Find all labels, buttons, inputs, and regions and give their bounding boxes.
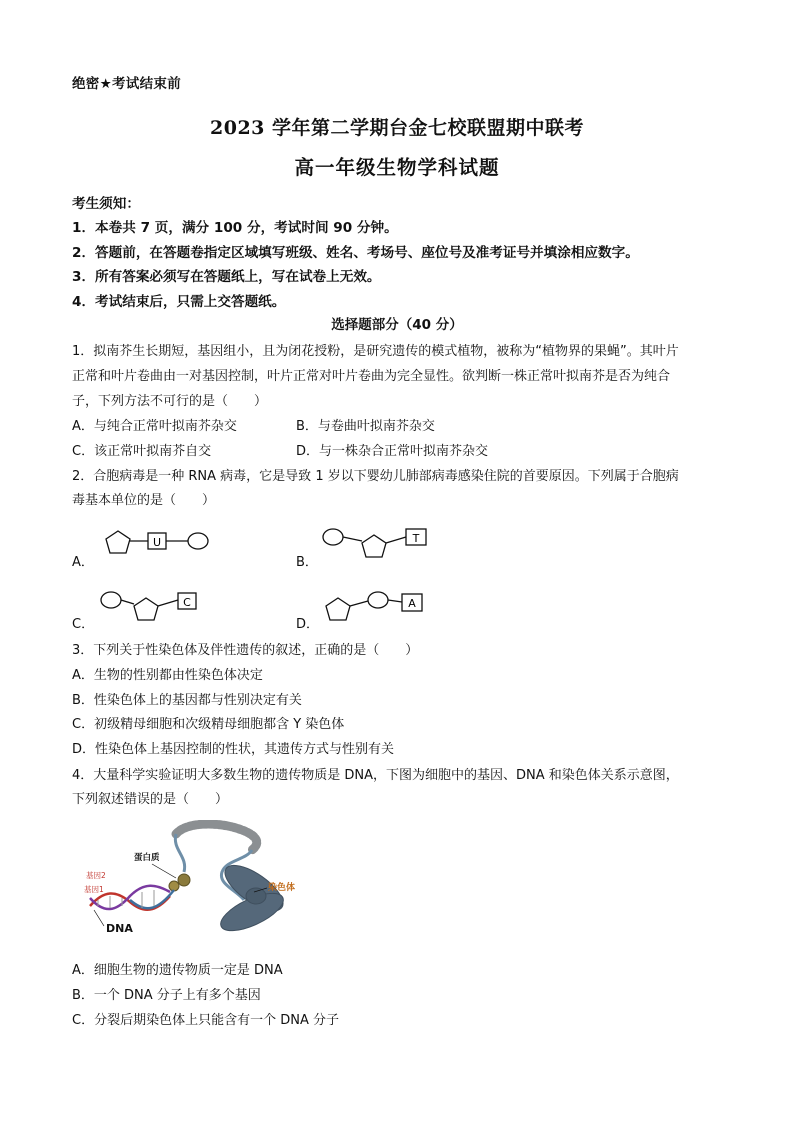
phosphate-circle-icon: [323, 529, 343, 545]
q4-option-c[interactable]: C．分裂后期染色体上只能含有一个 DNA 分子: [72, 1013, 339, 1028]
q2-stem-line: 毒基本单位的是（ ）: [72, 493, 216, 508]
notice-item: 1．本卷共 7 页，满分 100 分，考试时间 90 分钟。: [72, 220, 398, 236]
q1-option-a[interactable]: A．与纯合正常叶拟南芥杂交: [72, 419, 237, 434]
q1-option-c[interactable]: C．该正常叶拟南芥自交: [72, 444, 212, 459]
label-protein: 蛋白质: [134, 853, 160, 863]
pentose-pentagon-icon: [326, 598, 350, 620]
q2-option-b-nucleotide[interactable]: [322, 527, 432, 559]
nucleosome-bead: [169, 881, 179, 891]
phosphate-circle-icon: [101, 592, 121, 608]
q2-option-c-letter[interactable]: C．: [72, 617, 95, 632]
q3-option-c[interactable]: C．初级精母细胞和次级精母细胞都含 Y 染色体: [72, 717, 345, 732]
base-letter: T: [412, 532, 420, 545]
q3-option-a[interactable]: A．生物的性别都由性染色体决定: [72, 668, 263, 683]
base-letter: A: [408, 597, 416, 610]
q2-option-b-letter[interactable]: B．: [296, 555, 318, 570]
secret-mark: 绝密★考试结束前: [72, 76, 182, 92]
notice-item: 4．考试结束后，只需上交答题纸。: [72, 294, 286, 310]
q1-option-d[interactable]: D．与一株杂合正常叶拟南芥杂交: [296, 444, 489, 459]
label-gene2: 基因2: [86, 871, 106, 880]
q1-stem-line: 1．拟南芥生长期短，基因组小，且为闭花授粉，是研究遗传的模式植物，被称为“植物界的果蝇”。其叶片: [72, 344, 679, 359]
q3-stem-line: 3．下列关于性染色体及伴性遗传的叙述，正确的是（ ）: [72, 643, 419, 658]
notice-item: 3．所有答案必须写在答题纸上，写在试卷上无效。: [72, 269, 381, 285]
phosphate-circle-icon: [368, 592, 388, 608]
label-chromosome: 染色体: [268, 883, 296, 893]
nucleosome-bead: [178, 874, 190, 886]
pentose-pentagon-icon: [134, 598, 158, 620]
exam-title: 2023 学年第二学期台金七校联盟期中联考: [210, 117, 584, 139]
q3-option-d[interactable]: D．性染色体上基因控制的性状，其遗传方式与性别有关: [72, 742, 395, 757]
chromosome-shape: [216, 857, 290, 938]
q2-option-a-nucleotide[interactable]: [104, 527, 212, 557]
notice-heading: 考生须知：: [72, 196, 140, 212]
q4-option-a[interactable]: A．细胞生物的遗传物质一定是 DNA: [72, 963, 283, 978]
pentose-pentagon-icon: [106, 531, 130, 553]
q4-option-b[interactable]: B．一个 DNA 分子上有多个基因: [72, 988, 261, 1003]
q2-option-a-letter[interactable]: A．: [72, 555, 94, 570]
phosphate-circle-icon: [188, 533, 208, 549]
q2-stem-line: 2．合胞病毒是一种 RNA 病毒，它是导致 1 岁以下婴幼儿肺部病毒感染住院的首要原因。下列属于合胞病: [72, 469, 679, 484]
label-gene1: 基因1: [84, 885, 104, 894]
q4-stem-line: 下列叙述错误的是（ ）: [72, 792, 229, 807]
q1-option-b[interactable]: B．与卷曲叶拟南芥杂交: [296, 419, 435, 434]
section-title: 选择题部分（40 分）: [331, 317, 463, 333]
gene-dna-chromosome-figure: [76, 820, 308, 944]
q2-option-c-nucleotide[interactable]: [100, 590, 204, 622]
q2-option-d-nucleotide[interactable]: [322, 590, 428, 622]
label-dna: DNA: [106, 922, 133, 935]
notice-item: 2．答题前，在答题卷指定区域填写班级、姓名、考场号、座位号及准考证号并填涂相应数字。: [72, 245, 639, 261]
q4-stem-line: 4．大量科学实验证明大多数生物的遗传物质是 DNA，下图为细胞中的基因、DNA 和染色体关系示意图，: [72, 768, 679, 783]
pentose-pentagon-icon: [362, 535, 386, 557]
q1-stem-line: 正常和叶片卷曲由一对基因控制，叶片正常对叶片卷曲为完全显性。欲判断一株正常叶拟南芥是否为纯合: [72, 369, 671, 384]
q2-option-d-letter[interactable]: D．: [296, 617, 320, 632]
base-letter: C: [183, 596, 191, 609]
base-letter: U: [152, 536, 162, 549]
q1-stem-line: 子，下列方法不可行的是（ ）: [72, 394, 268, 409]
exam-subtitle: 高一年级生物学科试题: [294, 156, 500, 179]
q3-option-b[interactable]: B．性染色体上的基因都与性别决定有关: [72, 693, 302, 708]
